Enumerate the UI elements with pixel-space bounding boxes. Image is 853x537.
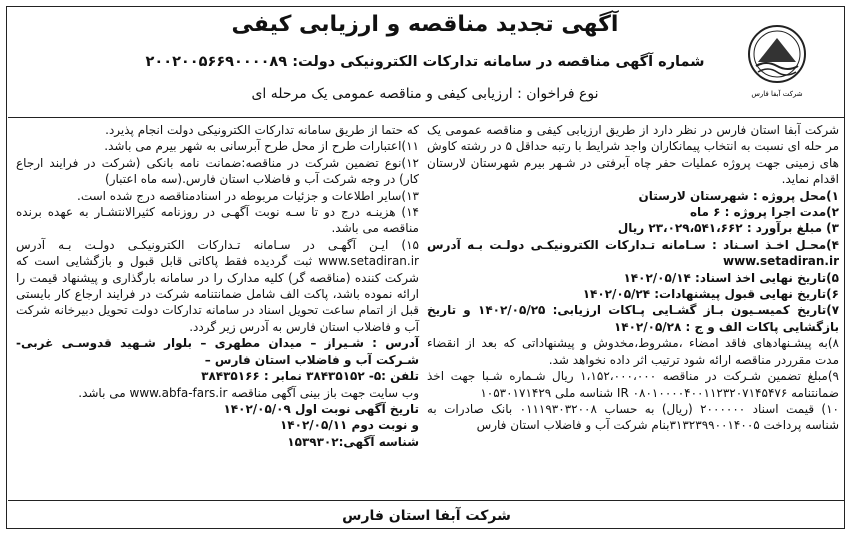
first-publication-date: تاریخ آگهی نوبت اول ۱۴۰۲/۰۵/۰۹: [223, 401, 419, 416]
address: آدرس : شـیراز – میدان مطهری – بلوار شـهید قدوسـی غربی- شـرکت آب و فاضلاب استان فارس –: [16, 336, 419, 367]
item-10-document-price: ۱۰) قیمت اسناد ۲۰۰۰۰۰۰ (ریال) به حساب ۰۱۱۱۹۳۰۳۲۰۰۸ بانک صادرات به شناسه پرداخت ۳۱۳۲۳۹۹۰۰۱۴۰۰۵بنام شرکت آب و فاضلاب استان فارس: [427, 401, 839, 433]
second-publication-date: و نوبت دوم ۱۴۰۲/۰۵/۱۱: [279, 418, 419, 433]
item-5-deadline-documents: ۵)تاریخ نهایی اخذ اسناد: ۱۴۰۲/۰۵/۱۴: [623, 270, 839, 285]
continuation-text: که حتما از طریق سامانه تدارکات الکترونیکی دولت انجام پذیرد.: [105, 123, 419, 137]
item-1-project-location: ۱)محل پروژه : شهرستان لارستان: [638, 188, 839, 203]
header-divider: [8, 117, 845, 118]
abfa-logo-icon: [740, 22, 814, 102]
call-type: نوع فراخوان : ارزیابی کیفی و مناقصه عمومی یک مرحله ای: [251, 86, 599, 102]
item-7-opening-date: ۷)تاریخ کمیسـیون بـاز گشـایی پـاکات ارزیابی: ۱۴۰۲/۰۵/۲۵ و تاریخ بازگشایی پاکات الف و ج : ۱۴۰۲/۰۵/۲۸: [427, 303, 840, 334]
tender-number: شماره آگهی مناقصه در سامانه تدارکات الکترونیکی دولت: ۲۰۰۲۰۰۵۶۶۹۰۰۰۰۸۹: [145, 54, 705, 70]
item-2-duration: ۲)مدت اجرا پروژه : ۶ ماه: [689, 205, 839, 220]
item-11-funding: ۱۱)اعتبارات طرح از محل طرح آبرسانی به شهر بیرم می باشد.: [104, 139, 419, 154]
intro-paragraph: شرکت آبفا استان فارس در نظر دارد از طریق ارزیابی کیفی و مناقصه عمومی یک مر حله ای نسبت به انتخاب پیمانکاران واجد شرایط با رتبه حداقل ۵ در رشته کاوش های زمینی جهت پروژه عملیات حفر چاه آبرفتی در شـهر بیرم شهرستان لارستان اقدام نماید.: [427, 123, 839, 187]
item-9-guarantee: ۹)مبلغ تضمین شـرکت در مناقصه ۱،۱۵۲،۰۰۰،۰۰۰ ریال شـماره شـبا جهت اخذ ضمانتنامه IR ۰۸۰۱۰۰۰۰۴۰۰۱۱۲۳۲۰۷۱۴۵۴۷۶ شناسه ملی ۱۰۵۳۰۱۷۱۴۲۹: [427, 369, 839, 400]
item-4-documents-location: ۴)محـل اخـذ اسـناد : سـامانه تـدارکات الکترونیکـی دولـت بـه آدرس www.setadiran.ir: [427, 237, 839, 269]
notice-title: آگهی تجدید مناقصه و ارزیابی کیفی: [231, 12, 619, 37]
right-column: [427, 122, 839, 434]
footer-company: شرکت آبفا استان فارس: [342, 508, 511, 524]
notice-header: [8, 8, 845, 116]
item-6-deadline-proposals: ۶)تاریخ نهایی قبول پیشنهادات: ۱۴۰۲/۰۵/۲۴: [582, 287, 839, 302]
item-8-conditions: ۸)به پیشـنهادهای فاقد امضاء ،مشروط،مخدوش و پیشنهاداتی که بعد از انقضاء مدت مقرردر مناقصه ارائه شود ترتیب اثر داده نخواهد شد.: [427, 336, 839, 367]
item-12-guarantee-type: ۱۲)نوع تضمین شرکت در مناقصه:ضمانت نامه بانکی (شرکت در فرایند ارجاع کار) در وجه شرکت آب و فاضلاب استان فارس.(سه ماه اعتبار): [16, 155, 419, 187]
item-3-estimate: ۳) مبلغ برآورد : ۲۳،۰۲۹،۵۴۱،۶۶۲ ریال: [617, 221, 839, 236]
notice-id: شناسه آگهی:۱۵۳۹۳۰۲: [287, 434, 419, 449]
item-15-registration: ۱۵) ایـن آگهـی در سـامانه تـدارکات الکترونیکـی دولـت بـه آدرس www.setadiran.ir ثبت گردیده فقط پاکاتی قابل قبول و بازگشایی است که شرکت کننده (مناقصه گر) کلیه مدارک را در سامانه بارگذاری و پیشنهاد قیمت را ارائه نموده باشد، پاکت الف شامل ضمانتنامه شرکت در فرایند ارجاع کار بایستی قبل از اتمام ساعت تحویل اسناد در سامانه تدارکات دولت تحویل دبیرخانه شرکت آب و فاضلاب استان فارس به آدرس زیر گردد.: [16, 237, 419, 334]
logo-caption: شرکت آبفا فارس: [751, 90, 803, 98]
item-13-other-info: ۱۳)سایر اطلاعات و جزئیات مربوطه در اسنادمناقصه درج شده است.: [77, 188, 419, 203]
website-line: وب سایت جهت باز بینی آگهی مناقصه www.abfa-fars.ir می باشد.: [78, 385, 419, 400]
left-column: [16, 122, 419, 450]
item-14-publication-cost: ۱۴) هزینـه درج دو تا سـه نوبت آگهـی در روزنامه کثیرالانتشـار به عهده برنده مناقصه می باشد.: [16, 205, 419, 236]
footer-divider: [8, 500, 845, 501]
phone-fax: تلفن :۵- ۳۸۴۳۵۱۵۲ نمابر : ۳۸۴۳۵۱۶۶: [201, 369, 419, 384]
